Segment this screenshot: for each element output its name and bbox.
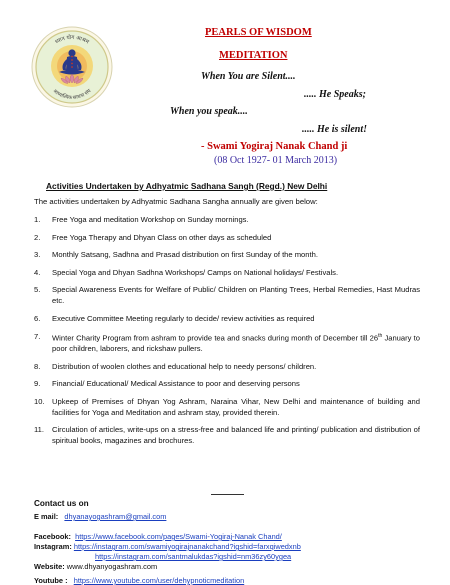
ashram-logo [31, 26, 113, 108]
page-title: PEARLS OF WISDOM [205, 27, 312, 38]
website-label: Website: [34, 562, 65, 571]
item-text: Special Awareness Events for Welfare of Public/ Children on Planting Trees, Herbal Remedies, Hast Mudras etc. [52, 285, 420, 306]
activities-intro: The activities undertaken by Adhyatmic Sadhana Sangha annually are given below: [34, 197, 318, 206]
email-row [34, 512, 166, 521]
email-label: E mail: [34, 512, 59, 521]
list-item [34, 232, 420, 243]
instagram-row-2 [95, 552, 291, 561]
item-text: Executive Committee Meeting regularly to decide/ review activities as required [52, 313, 315, 323]
quote-line-2: ..... He Speaks; [304, 89, 366, 100]
item-number: 2. [34, 232, 41, 242]
list-item [34, 267, 420, 278]
item-text: Free Yoga Therapy and Dhyan Class on other days as scheduled [52, 232, 272, 242]
instagram-row [34, 542, 301, 551]
email-link[interactable]: dhyanayogashram@gmail.com [64, 512, 167, 521]
item-number: 6. [34, 313, 41, 323]
item-text: Upkeep of Premises of Dhyan Yog Ashram, Naraina Vihar, New Delhi and maintenance of building and facilities for Yoga and Meditation and ashram stay, provided therein. [52, 396, 420, 417]
list-item [34, 249, 420, 260]
youtube-link[interactable]: https://www.youtube.com/user/dehypnoticmeditation [73, 576, 245, 585]
youtube-label: Youtube : [34, 576, 68, 585]
quote-line-4: ..... He is silent! [302, 124, 368, 135]
activities-list [34, 214, 420, 453]
logo-top-text: ध्यान योग आश्रम [54, 34, 90, 46]
item-text: Financial/ Educational/ Medical Assistance to poor and deserving persons [52, 379, 300, 389]
list-item [34, 313, 420, 324]
item-number: 1. [34, 215, 41, 224]
item-number: 5. [34, 285, 41, 295]
item-number: 3. [34, 250, 41, 260]
separator-line [211, 494, 244, 495]
website-link[interactable]: www.dhyanyogashram.com [66, 562, 158, 571]
item-text-cont: January to poor children, laborers, and rickshaw pullers. [52, 333, 421, 354]
logo-bottom-text: आध्यात्मिक साधना संघ [51, 88, 93, 102]
instagram-link-1[interactable]: https://instagram.com/swamiyogirajnanakchand?igshid=farxqiwedxnb [73, 542, 301, 551]
list-item [34, 331, 420, 355]
activities-heading: Activities Undertaken by Adhyatmic Sadhana Sangh (Regd.) New Delhi [46, 181, 328, 191]
item-number: 9. [34, 379, 41, 389]
list-item [34, 284, 420, 306]
page-subtitle: MEDITATION [219, 50, 288, 61]
quote-line-3: When you speak.... [170, 106, 248, 117]
quote-author: - Swami Yogiraj Nanak Chand ji [201, 141, 348, 152]
instagram-label: Instagram: [34, 542, 72, 551]
item-text: Free Yoga and meditation Workshop on Sunday mornings. [52, 215, 249, 224]
instagram-link-2[interactable]: https://instagram.com/santmalukdas?igshid=nm36zy60ygea [95, 552, 292, 561]
item-text: Monthly Satsang, Sadhna and Prasad distribution on first Sunday of the month. [52, 250, 318, 260]
item-text: Circulation of articles, write-ups on a stress-free and balanced life and printing/ publication and distribution of spiritual books, magazines and brochures. [52, 425, 420, 446]
facebook-link[interactable]: https://www.facebook.com/pages/Swami-Yogiraj-Nanak Chand/ [75, 532, 282, 541]
item-number: 7. [34, 331, 41, 341]
list-item [34, 214, 420, 225]
item-text: Distribution of woolen clothes and educational help to needy persons/ children. [52, 361, 317, 371]
youtube-row [34, 576, 244, 585]
list-item [34, 424, 420, 446]
ordinal-suffix: th [378, 332, 383, 339]
list-item [34, 361, 420, 372]
author-dates: (08 Oct 1927- 01 March 2013) [214, 155, 338, 166]
item-number: 11. [34, 425, 44, 435]
quote-line-1: When You are Silent.... [201, 71, 296, 82]
list-item [34, 396, 420, 418]
item-text: Special Yoga and Dhyan Sadhna Workshops/ Camps on National holidays/ Festivals. [52, 267, 339, 277]
list-item [34, 378, 420, 389]
item-number: 8. [34, 361, 41, 371]
facebook-label: Facebook: [34, 532, 71, 541]
item-number: 4. [34, 267, 41, 277]
facebook-row [34, 532, 282, 541]
contact-heading: Contact us on [34, 499, 89, 508]
item-number: 10. [34, 396, 45, 406]
item-text: Winter Charity Program from ashram to provide tea and snacks during month of December till 26 [52, 333, 379, 343]
website-row [34, 562, 157, 571]
